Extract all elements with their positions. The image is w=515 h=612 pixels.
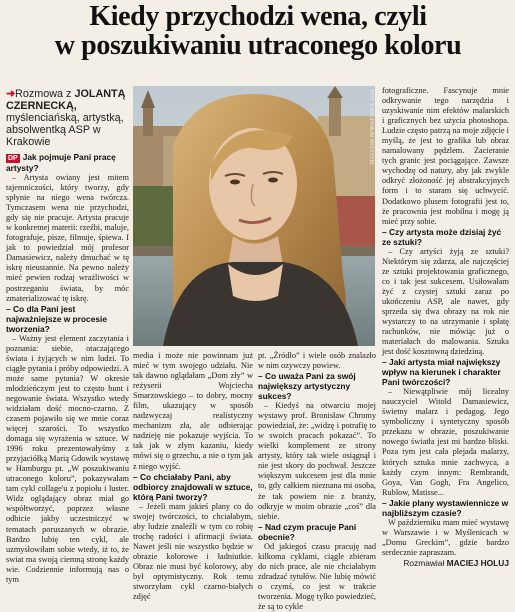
answer-6: – Czy artyści żyją ze sztuki? Niektórym się zdarza, ale najczęściej ze sztuki projektowania graficznego, co i tak jest sukcesem. Usiłowałam żyć z czystej sztuki zaraz po ukończeniu ASP, ale nawet, gdy sprzeda się dwa obrazy na rok nie wystarczy to na utrzymanie i spłatę rachunków, nie mówiąc już o materiałach do malowania. Sztuka jest dość kosztowną dziedziną. bbox=[382, 246, 509, 357]
signature-label: Rozmawiał bbox=[403, 557, 447, 568]
answer-2: – Ważny jest element zaczytania i poznania: siebie, otaczającego świata i żyjących w nim ludzi. To ciągłe pytania i próby odpowiedzi. A może same pytania? W okresie młodzieńczym jest to często bunt i negowanie świata. Wszystko wtedy widziałam dość mocno-czarno. Z czasem pojawiło się we mnie coraz więcej szarości. To wszystko domaga się wyrażenia w sztuce. W 1996 roku prezentowałyśmy z przyjaciółką Marią Gdowik wystawę w Hamburgu pt. „W poszukiwaniu utraconego koloru”, pokazywałam tam cykl collage'u z popiołu i luster. Widz oglądający obraz miał go współtworzyć, poprzez własne odbicie jakby uczestniczyć w tematach poruszanych w obrazie. Bardzo lubię ten cykl, ale uzmysłowiłam sobie wtedy, iż to, że swiat ma swoją ciemną stronę każdy wie. Codziennie informują nas o tym bbox=[6, 333, 129, 584]
question-2: – Co dla Pani jest najważniejsze w procesie tworzenia? bbox=[6, 303, 108, 334]
headline-line-2: w poszukiwaniu utraconego koloru bbox=[54, 30, 462, 61]
headline-line-1: Kiedy przychodzi wena, czyli bbox=[89, 1, 427, 32]
lead-rest: myślenciańską, artystką, absolwentką ASP w Krakowie bbox=[6, 112, 124, 148]
question-6: – Czy artysta może dzisiaj żyć ze sztuki? bbox=[382, 226, 502, 247]
answer-3-continued: pt. „Źródło” i wiele osób znalazło w nim ozywczy powiew. bbox=[258, 351, 376, 371]
answer-3: – Jeżeli mam jakieś plany co do swojej twórczości, to chciałabym, aby ludzie znaleźli w tym co robię trochę radości i afirmacji świata. Nawet jeśli nie wszystko będzie w obrazie kolorowe i ładniutkie. Obraz nie musi być kolorowy, aby był optymistyczny. Rok temu stworzyłam cykl czarno-białych zdjęć bbox=[133, 501, 253, 601]
question-8: – Jakie plany wystawiennicze w najbliższym czasie? bbox=[382, 497, 509, 518]
lead-intro bbox=[6, 88, 126, 148]
arrow-icon: ➜ bbox=[6, 88, 16, 100]
signature bbox=[382, 558, 509, 568]
portrait-illustration bbox=[133, 86, 375, 346]
question-7: – Jaki artysta miał największy wpływ na kierunek i charakter Pani twórczości? bbox=[382, 357, 501, 388]
question-1: DP Jak pojmuje Pani pracę artysty? bbox=[6, 152, 116, 173]
answer-7: – Niewątpliwie mój licealny nauczyciel Witold Damasiewicz, świetny malarz i pedagog. Jego symboliczny i syntetyczny sposób przekazu w obrazie, poszukiwanie nowego światła jest mi bardzo bliski. Poza tym jest cała plejada malarzy, których sztuka mnie zachwyca, a każdy czym innym: Rembrandt, Goya, Van Gogh, Fra Angelico, Rublow, Matisse... bbox=[382, 387, 509, 497]
question-3: – Co chciałaby Pani, aby odbiorcy znajdowali w sztuce, którą Pani tworzy? bbox=[133, 471, 253, 502]
article-column-1 bbox=[6, 152, 129, 585]
answer-1: – Artysta owiany jest mitem tajemniczości, który tworzy, gdy spłynie na niego wena twórcza. Tymczasem wena nie przychodzi, gdy się nie pracuje. Artysta pracuje w konkretnej materii: rzeźbi, maluje, fotografuje, pisze, filmuje, śpiewa. I jak to powiedział mój profesor Damasiewicz, należy dmuchać w tę iskrę nieustannie. Na pewno należy mieć pewien rodzaj wrażliwości w postrzeganiu świata, by móc zmaterializować tę iskrę. bbox=[6, 173, 129, 303]
photo-credit: FOT. Z ARCHIWUM ARTYSTKI bbox=[368, 90, 374, 165]
dp-badge: DP bbox=[8, 155, 18, 162]
article-column-2 bbox=[133, 351, 253, 602]
portrait-photo bbox=[133, 86, 375, 346]
answer-2-continued: media i może nie powinnam już mieć w tym swojego udziału. Nie tak dawno oglądałam „Dom zły” w reżyserii Wojciecha Smarzowskiego – to dobry, mocny film, ukazujący w sposób nadzwyczaj realistyczny mechanizm zła, ale odbierając nadzieję nie pokazuje wyjścia. To tak jak w złym kazaniu, kiedy mówi się o grzechu, a nie o tym jak z niego wyjść. bbox=[133, 351, 253, 471]
answer-8: W październiku mam mieć wystawę w Warszawie i w Myślenicach w „Domu Greckim”, gdzie bardzo serdecznie zapraszam. bbox=[382, 517, 509, 557]
question-4: – Co uważa Pani za swój największy artystyczny sukces? bbox=[258, 371, 356, 402]
headline bbox=[12, 2, 504, 60]
article-column-3 bbox=[258, 351, 376, 612]
signature-name: MACIEJ HOLUJ bbox=[446, 557, 509, 568]
answer-5: Od jakiegoś czasu pracuję nad kilkoma cyklami, ciągle zbieram do nich prace, ale nie chciałabym zdradzać tytułów. Nie lubię mówić o czymś, co jest w trakcie tworzenia. Mogę tylko powiedzieć, że są to cykle bbox=[258, 541, 376, 611]
question-5: – Nad czym pracuje Pani obecnie? bbox=[258, 521, 357, 542]
lead-name: JOLANTĄ CZERNECKĄ, bbox=[6, 88, 126, 112]
article-column-4 bbox=[382, 86, 509, 568]
answer-5-continued: fotograficzne. Fascynuje mnie odkrywanie tego narzędzia i uzyskiwanie nim efektów malarskich i graficznych bez użycia photoshopa. Ludzie często patrzą na moje zdjęcie i myślą, że jest to grafika lub obraz namalowany pędzlem. Zacieranie tych granic jest pociągające. Zawsze wychodzę od natury, aby jak zwykle odkryć złożoność jej abstrakcyjnych form i to staram się uchwycić. Dodatkowo plusem fotografii jest to, że pracownia jest mobilna i mogę ją mieć przy sobie. bbox=[382, 86, 509, 226]
answer-4: – Kiedyś na otwarciu mojej wystawy prof. Bronisław Chromy powiedział, że: „widzę i potrafię to w swoich pracach pokazać”. To wielki komplement ze strony artysty, który tak wiele osiągnął i nie jest skory do pochwał. Jeszcze większym sukcesem jest dla mnie to, gdy całkiem nieznana mi osoba, że tak powiem nie z branży, odkryje w moim obrazie „coś” dla siebie. bbox=[258, 401, 376, 521]
lead-prefix: Rozmowa z bbox=[15, 88, 75, 100]
